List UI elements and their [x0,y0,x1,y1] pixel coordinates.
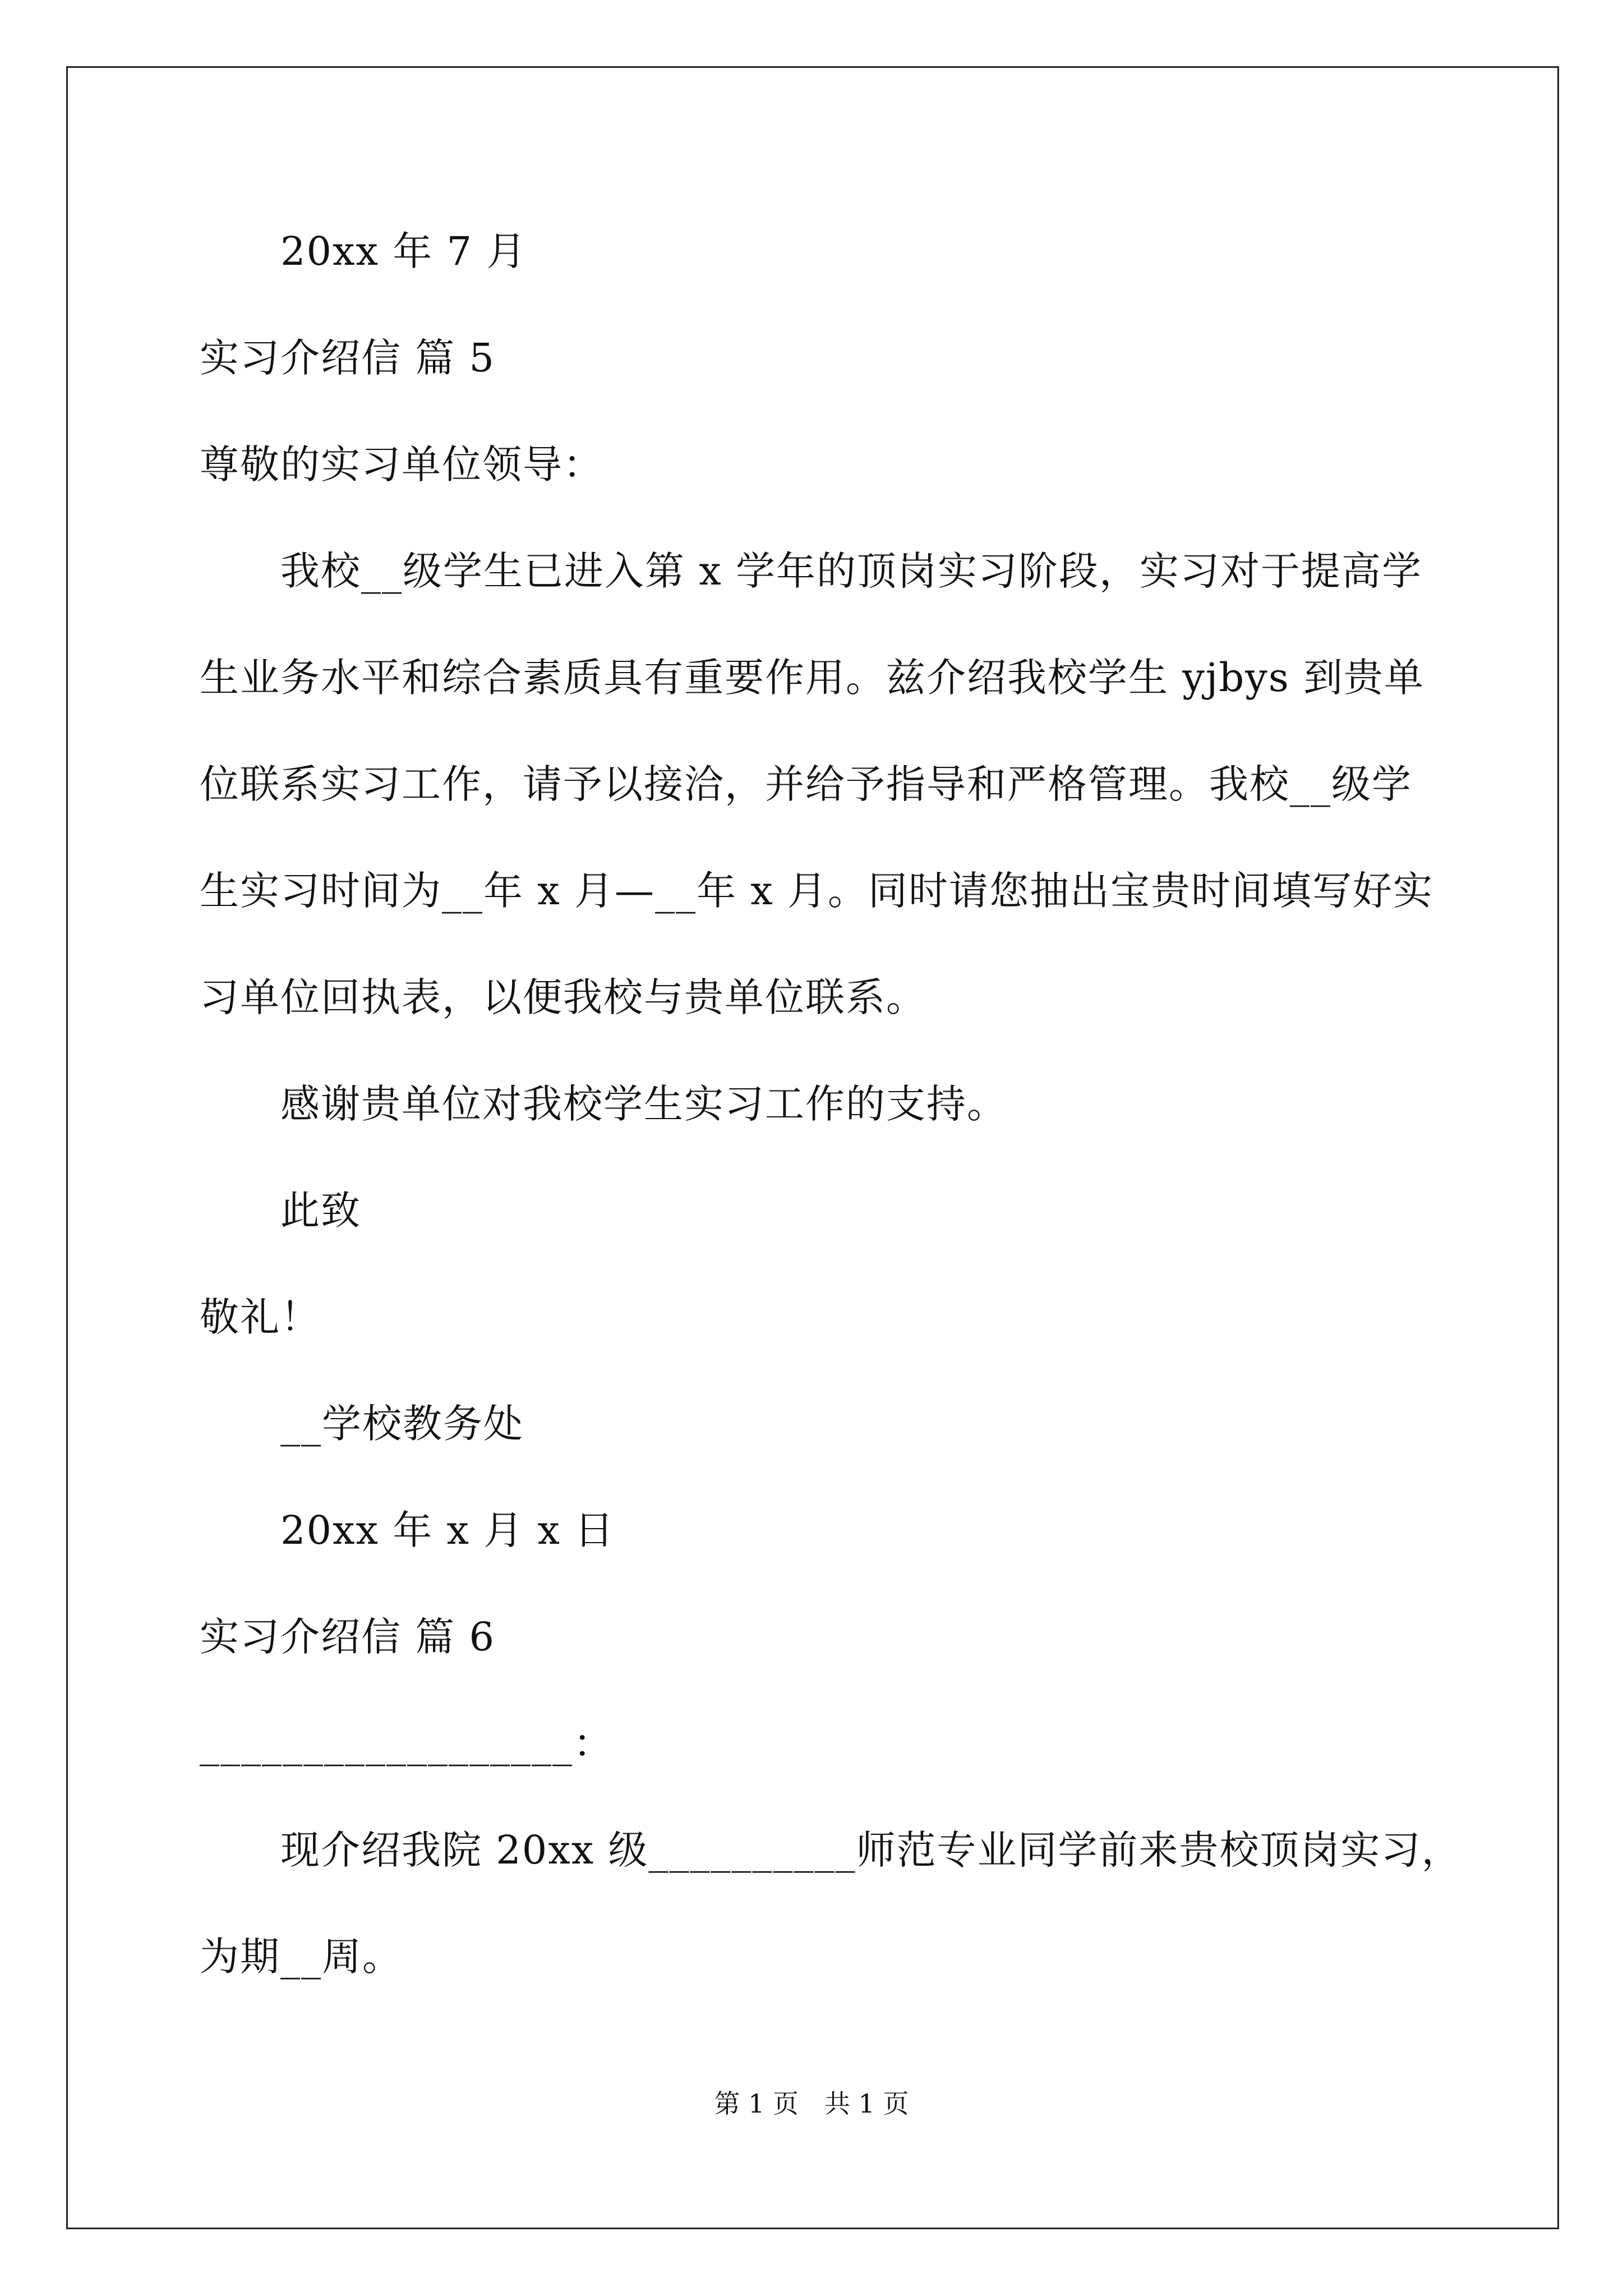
salutation: 尊敬的实习单位领导： [200,441,603,487]
body-line: 现介绍我院 20xx 级__________师范专业同学前来贵校顶岗实习， [280,1827,1462,1873]
page-footer: 第 1 页 共 1 页 [714,2088,909,2119]
body-line: 我校__级学生已进入第 x 学年的顶岗实习阶段，实习对于提高学 [280,548,1422,594]
body-line: 习单位回执表，以便我校与贵单位联系。 [200,974,926,1020]
body-line: 位联系实习工作，请予以接洽，并给予指导和严格管理。我校__级学 [200,761,1412,807]
body-line: 为期__周。 [200,1934,403,1980]
page-border [66,66,1559,2229]
date-line: 20xx 年 x 月 x 日 [280,1507,615,1553]
body-line: 生实习时间为__年 x 月—__年 x 月。同时请您抽出宝贵时间填写好实 [200,868,1433,914]
regards-line: 敬礼！ [200,1294,321,1340]
closing-line: 此致 [280,1188,361,1234]
date-line: 20xx 年 7 月 [280,228,527,274]
section-heading: 实习介绍信 篇 5 [200,335,496,381]
body-line: 生业务水平和综合素质具有重要作用。兹介绍我校学生 yjbys 到贵单 [200,655,1425,701]
addressee-blank: __________________： [200,1720,614,1766]
thanks-line: 感谢贵单位对我校学生实习工作的支持。 [280,1081,1007,1127]
section-heading: 实习介绍信 篇 6 [200,1614,496,1660]
signature-line: __学校教务处 [280,1401,524,1447]
